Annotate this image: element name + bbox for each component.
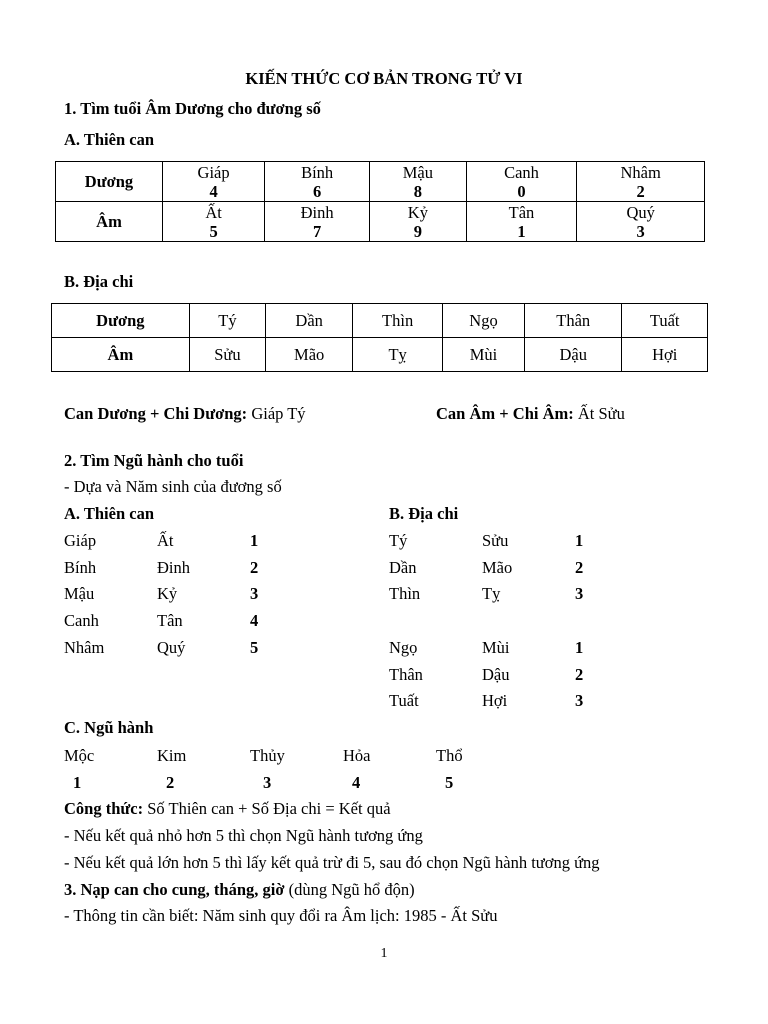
page-title: KIẾN THỨC CƠ BẢN TRONG TỬ VI	[245, 69, 523, 88]
table-cell: Tý	[189, 304, 265, 338]
list-item-number: 2	[575, 558, 584, 577]
example-am	[436, 404, 625, 424]
section1-sub-a: A. Thiên can	[64, 130, 155, 149]
can-number: 7	[313, 221, 322, 241]
ngu-hanh-number: 3	[263, 773, 272, 792]
table-cell	[163, 202, 265, 242]
list-item: Hợi	[482, 691, 508, 710]
can-name: Kỷ	[407, 202, 428, 222]
formula-label: Công thức:	[64, 799, 144, 818]
list-item: Thân	[389, 665, 423, 684]
table-cell: Tỵ	[353, 338, 443, 372]
table-cell: Dậu	[525, 338, 622, 372]
table-row	[56, 202, 705, 242]
table-cell	[370, 202, 467, 242]
duong-label: Dương	[52, 304, 190, 338]
formula-value: Số Thiên can + Số Địa chi = Kết quả	[143, 799, 391, 818]
table-row	[52, 304, 708, 338]
formula	[64, 799, 391, 819]
list-item-number: 2	[575, 665, 584, 684]
dia-chi-table	[51, 303, 708, 372]
can-number: 0	[517, 181, 526, 201]
can-number: 1	[517, 221, 526, 241]
can-name: Đinh	[300, 202, 334, 222]
ngu-hanh-name: Kim	[157, 746, 187, 765]
section1-heading: 1. Tìm tuổi Âm Dương cho đương số	[64, 99, 321, 118]
table-cell	[370, 162, 467, 202]
ngu-hanh-name: Thổ	[436, 746, 463, 765]
table-cell: Tuất	[622, 304, 708, 338]
list-item-number: 3	[575, 691, 584, 710]
ngu-hanh-number: 1	[73, 773, 82, 792]
list-item: Thìn	[389, 584, 421, 603]
rule-2: - Nếu kết quả lớn hơn 5 thì lấy kết quả trừ đi 5, sau đó chọn Ngũ hành tương ứng	[64, 853, 600, 872]
list-item: Mậu	[64, 584, 95, 603]
list-item: Canh	[64, 611, 99, 630]
list-item-number: 1	[575, 531, 584, 550]
can-number: 6	[313, 181, 322, 201]
thien-can-table	[55, 161, 705, 242]
list-item: Dần	[389, 558, 417, 577]
list-item-number: 1	[250, 531, 259, 550]
list-item: Nhâm	[64, 638, 105, 657]
table-cell: Mão	[266, 338, 353, 372]
table-cell	[265, 202, 370, 242]
can-name: Nhâm	[620, 162, 661, 182]
table-row	[56, 162, 705, 202]
ngu-hanh-name: Mộc	[64, 746, 95, 765]
can-number: 5	[209, 221, 218, 241]
table-row	[52, 338, 708, 372]
list-item: Mão	[482, 558, 513, 577]
list-item: Bính	[64, 558, 97, 577]
example-duong-label: Can Dương + Chi Dương:	[64, 404, 248, 423]
section2-sub-b: B. Địa chi	[389, 504, 459, 523]
table-cell: Hợi	[622, 338, 708, 372]
example-am-value: Ất Sửu	[573, 404, 625, 423]
table-cell: Dần	[266, 304, 353, 338]
list-item: Ngọ	[389, 638, 418, 657]
list-item-number: 2	[250, 558, 259, 577]
example-duong-value: Giáp Tý	[247, 404, 306, 423]
list-item: Dậu	[482, 665, 510, 684]
example-am-label: Can Âm + Chi Âm:	[436, 404, 574, 423]
list-item-number: 5	[250, 638, 259, 657]
list-item: Đinh	[157, 558, 190, 577]
list-item-number: 4	[250, 611, 259, 630]
can-name: Tân	[508, 202, 535, 222]
list-item-number: 3	[250, 584, 259, 603]
section2-sub-c: C. Ngũ hành	[64, 718, 154, 737]
can-number: 9	[413, 221, 423, 241]
list-item-number: 3	[575, 584, 584, 603]
table-cell: Sửu	[189, 338, 265, 372]
can-name: Ất	[205, 202, 222, 222]
list-item: Tỵ	[482, 584, 501, 603]
table-cell	[466, 162, 577, 202]
ngu-hanh-name: Thủy	[250, 746, 285, 765]
section3-heading-bold: 3. Nạp can cho cung, tháng, giờ	[64, 880, 285, 899]
section2-heading: 2. Tìm Ngũ hành cho tuổi	[64, 451, 244, 470]
ngu-hanh-name: Hỏa	[343, 746, 371, 765]
table-cell: Thìn	[353, 304, 443, 338]
list-item: Giáp	[64, 531, 97, 550]
table-cell: Mùi	[442, 338, 524, 372]
am-label: Âm	[56, 202, 163, 242]
table-cell	[163, 162, 265, 202]
can-number: 2	[636, 181, 645, 201]
list-item: Tý	[389, 531, 408, 550]
ngu-hanh-number: 4	[352, 773, 361, 792]
list-item: Kỷ	[157, 584, 178, 603]
duong-label: Dương	[56, 162, 163, 202]
list-item: Tuất	[389, 691, 419, 710]
section2-note: - Dựa và Năm sinh của đương số	[64, 477, 282, 496]
can-name: Bính	[301, 162, 334, 182]
section3-info: - Thông tin cần biết: Năm sinh quy đổi ra Âm lịch: 1985 - Ất Sửu	[64, 906, 498, 925]
list-item: Mùi	[482, 638, 510, 657]
section3-heading-note: (dùng Ngũ hổ độn)	[284, 880, 415, 899]
can-name: Quý	[626, 202, 655, 222]
can-number: 4	[209, 181, 218, 201]
list-item: Quý	[157, 638, 186, 657]
am-label: Âm	[52, 338, 190, 372]
section3-heading	[64, 880, 415, 900]
table-cell: Thân	[525, 304, 622, 338]
table-cell	[466, 202, 577, 242]
can-number: 8	[413, 181, 423, 201]
example-duong	[64, 404, 306, 424]
can-number: 3	[636, 221, 645, 241]
table-cell: Ngọ	[442, 304, 524, 338]
rule-1: - Nếu kết quả nhỏ hơn 5 thì chọn Ngũ hành tương ứng	[64, 826, 423, 845]
ngu-hanh-number: 5	[445, 773, 454, 792]
section1-sub-b: B. Địa chi	[64, 272, 134, 291]
ngu-hanh-number: 2	[166, 773, 175, 792]
table-cell	[577, 162, 705, 202]
table-cell	[577, 202, 705, 242]
section2-sub-a: A. Thiên can	[64, 504, 155, 523]
list-item-number: 1	[575, 638, 584, 657]
can-name: Canh	[504, 162, 539, 182]
page-number: 1	[380, 946, 388, 961]
list-item: Tân	[157, 611, 183, 630]
list-item: Ất	[157, 531, 174, 550]
table-cell	[265, 162, 370, 202]
can-name: Mậu	[402, 162, 434, 182]
list-item: Sửu	[482, 531, 509, 550]
can-name: Giáp	[197, 162, 230, 182]
